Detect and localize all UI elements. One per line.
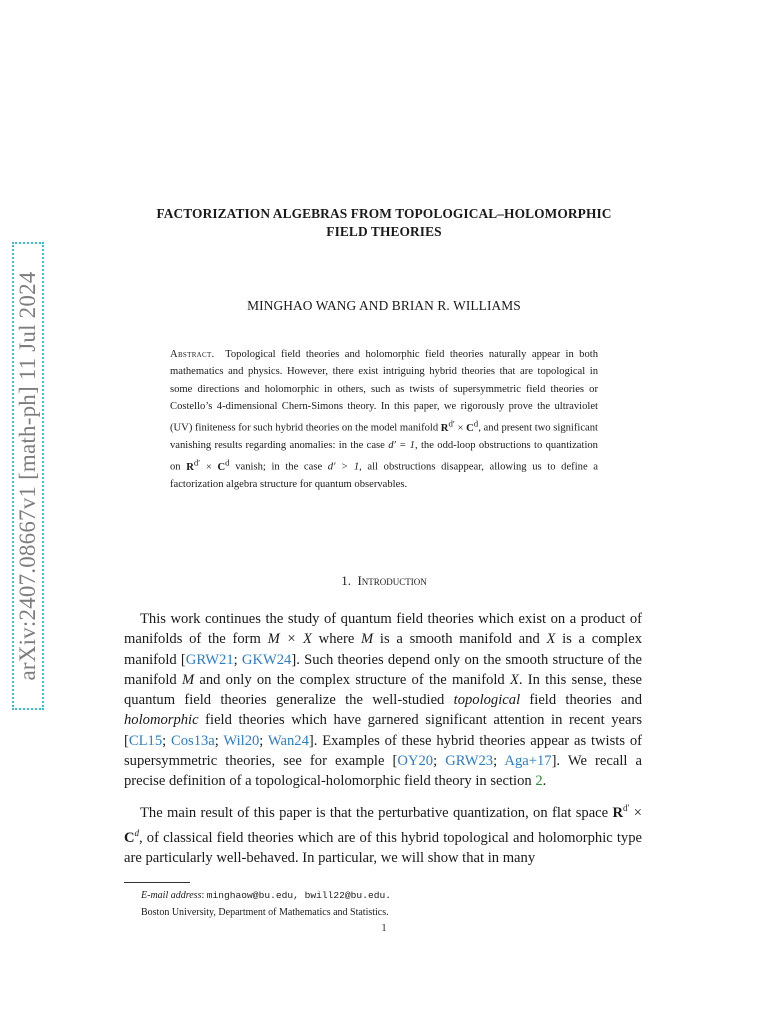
text-run: ; [259,732,268,749]
citation-link-gkw24[interactable]: GKW24 [241,651,292,668]
emphasis: holomorphic [124,712,199,729]
abstract-case-1: d′ = 1 [388,440,415,452]
text-run: . In this sense, these quantum field theories generalize the well-studied [124,671,642,709]
text-run: : [201,890,207,901]
text-run: ]. Such theories depend only on the smooth structure of the manifold [124,651,643,688]
section-number: 1. [341,573,351,588]
text-run: . [542,773,547,790]
text-run: where [311,631,362,648]
text-run: ]. Examples of these hybrid theories appear as twists of supersymmetric theories, see for example [ [124,732,642,770]
math-run: $R^{d'} \times C^d$ [124,803,642,847]
footnote-email [141,889,641,903]
section-heading [120,573,648,589]
text-run: ; [233,651,242,668]
authors: MINGHAO WANG AND BRIAN R. WILLIAMS [247,298,521,313]
citation-link-wan24[interactable]: Wan24 [267,732,309,749]
email-addresses[interactable]: minghaow@bu.edu, bwill22@bu.edu. [206,890,391,901]
citation-link-cl15[interactable]: CL15 [128,732,163,749]
title-line-2: FIELD THEORIES [326,224,442,239]
abstract-text-5: , all obstructions disappear, allowing us to define a factorization algebra structure for quantum observables. [170,461,598,491]
text-run: ; [162,732,171,749]
text-run: and only on the complex structure of the manifold [194,671,510,688]
math-run: X [546,631,556,648]
abstract-math-1: $R^{d'} \times C^d$ [440,418,479,434]
math-run: M [361,631,374,648]
section-title: Introduction [357,573,427,588]
citation-link-wil20[interactable]: Wil20 [223,732,260,749]
math-run: X [509,671,519,688]
abstract-text-2: , and present two significant vanishing results regarding anomalies: in the case [170,422,598,452]
text-run: is a smooth manifold and [373,631,547,648]
arxiv-stamp[interactable] [12,242,44,710]
citation-link-cos13a[interactable]: Cos13a [171,732,215,749]
emphasis: topological [453,692,521,709]
abstract-label: Abstract. [170,349,215,360]
text-run: is a complex manifold [ [124,631,643,668]
arxiv-identifier: arXiv:2407.08667v1 [math-ph] 11 Jul 2024 [15,271,40,681]
text-run: ; [433,753,446,770]
citation-link-grw23[interactable]: GRW23 [445,753,494,770]
section-ref-link[interactable]: 2 [535,773,543,790]
abstract-text-3: , the odd-loop obstructions to quantization on [170,440,598,473]
email-label: E-mail address [141,890,202,901]
abstract-text-1: Topological field theories and holomorphic field theories naturally appear in both mathematics and physics. However, there exist intriguing hybrid theories that are topological in some directions and holomorphic in others, such as twists of supersymmetric field theories or Costello’s 4-dimensional Chern-Simons theory. In this paper, we rigorously prove the ultraviolet (UV) finiteness for such hybrid theories on the model manifold [170,349,599,434]
citation-link-aga17[interactable]: Aga+17 [504,753,552,770]
text-run: field theories which have garnered significant attention in recent years [ [124,712,642,749]
intro-paragraph-2 [124,798,642,869]
text-run: , of classical field theories which are of this hybrid topological and holomorphic type are particularly well-behaved. In particular, we will show that in many [124,830,642,867]
citation-link-oy20[interactable]: OY20 [397,753,434,770]
text-run: ]. We recall a precise definition of a topological-holomorphic field theory in section [124,753,643,790]
math-run: M [181,671,195,688]
abstract-math-2: $R^{d'} \times C^d$ [186,457,230,473]
text-run: The main result of this paper is that the perturbative quantization, on flat space [140,804,613,821]
abstract-case-2: d′ > 1 [327,461,360,473]
abstract-text-4: vanish; in the case [229,461,328,473]
footnote-affiliation: Boston University, Department of Mathematics and Statistics. [141,907,389,918]
citation-link-grw21[interactable]: GRW21 [185,651,234,668]
title-line-1: FACTORIZATION ALGEBRAS FROM TOPOLOGICAL–HOLOMORPHIC [156,206,612,221]
text-run: ; [493,753,505,770]
text-run: field theories and [520,692,642,709]
footnote-divider [124,882,190,883]
math-run: M × X [267,631,312,648]
abstract [170,346,598,493]
paper-title [120,205,648,241]
intro-paragraph-1 [124,609,642,792]
text-run: This work continues the study of quantum field theories which exist on a product of manifolds of the form [124,611,642,648]
page-number: 1 [381,923,387,934]
text-run: ; [214,732,224,749]
